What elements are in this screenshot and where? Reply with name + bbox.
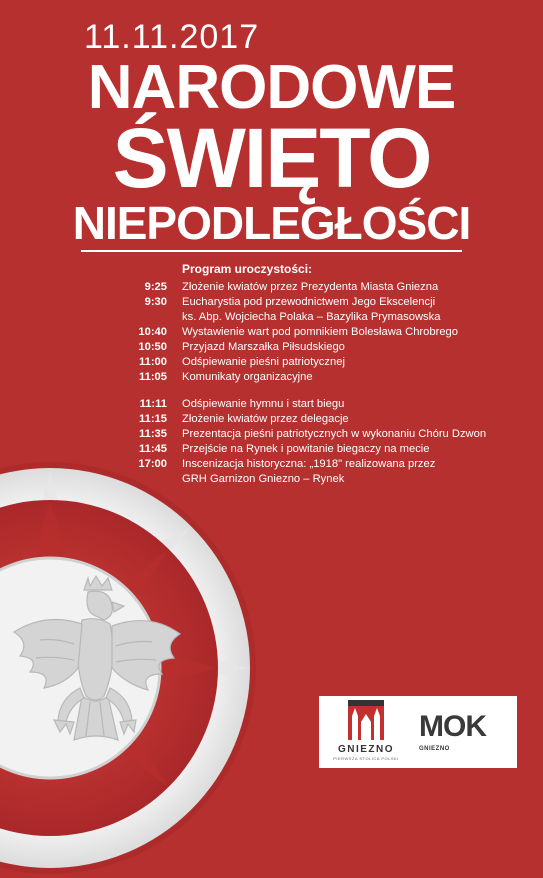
title-line-1: NARODOWE bbox=[87, 53, 456, 122]
schedule-text: Odśpiewanie hymnu i start biegu bbox=[182, 398, 345, 410]
schedule-row bbox=[0, 442, 543, 457]
schedule-time: 17:00 bbox=[138, 458, 167, 470]
schedule-text: Inscenizacja historyczna: „1918" realizowana przez bbox=[182, 458, 436, 470]
schedule-row bbox=[0, 310, 543, 325]
schedule-row bbox=[0, 427, 543, 442]
schedule-time: 9:30 bbox=[144, 296, 167, 308]
schedule-time: 10:50 bbox=[138, 341, 167, 353]
schedule-text: Przejście na Rynek i powitanie biegaczy na mecie bbox=[182, 443, 430, 455]
white-eagle-icon bbox=[0, 572, 190, 768]
schedule-row bbox=[0, 325, 543, 340]
schedule-time: 11:11 bbox=[139, 398, 167, 410]
schedule-text: Eucharystia pod przewodnictwem Jego Ekscelencji bbox=[182, 296, 436, 308]
schedule-text: ks. Abp. Wojciecha Polaka – Bazylika Prymasowska bbox=[182, 311, 441, 323]
mok-city: GNIEZNO bbox=[419, 746, 450, 752]
sponsor-logo-panel bbox=[319, 696, 517, 768]
gniezno-crest-icon bbox=[348, 700, 384, 740]
title-line-3: NIEPODLEGŁOŚCI bbox=[72, 197, 471, 249]
mok-logo bbox=[419, 704, 509, 762]
schedule-text: Komunikaty organizacyjne bbox=[182, 371, 313, 383]
schedule-text: Prezentacja pieśni patriotycznych w wykonaniu Chóru Dzwon bbox=[182, 428, 487, 440]
schedule-time: 10:40 bbox=[138, 326, 167, 338]
event-date: 11.11.2017 bbox=[84, 18, 260, 56]
schedule-row bbox=[0, 397, 543, 412]
schedule-row bbox=[0, 280, 543, 295]
gniezno-logo bbox=[331, 700, 401, 764]
gniezno-tagline: PIERWSZA STOLICA POLSKI bbox=[333, 756, 399, 761]
schedule-row bbox=[0, 370, 543, 385]
schedule-text: Złożenie kwiatów przez Prezydenta Miasta Gniezna bbox=[182, 281, 439, 293]
schedule-time: 11:00 bbox=[139, 356, 167, 368]
schedule-text: GRH Garnizon Gniezno – Rynek bbox=[182, 473, 345, 485]
schedule-time: 11:45 bbox=[139, 443, 167, 455]
schedule-row bbox=[0, 355, 543, 370]
schedule-row bbox=[0, 340, 543, 355]
schedule-row bbox=[0, 295, 543, 310]
schedule-time: 11:05 bbox=[139, 371, 167, 383]
schedule-time: 9:25 bbox=[144, 281, 167, 293]
mok-name: MOK bbox=[419, 710, 486, 743]
schedule-time: 11:35 bbox=[139, 428, 167, 440]
title-divider bbox=[81, 250, 462, 252]
schedule-text: Przyjazd Marszałka Piłsudskiego bbox=[182, 341, 345, 353]
gniezno-name: GNIEZNO bbox=[337, 744, 395, 755]
schedule-row bbox=[0, 412, 543, 427]
schedule-text: Złożenie kwiatów przez delegacje bbox=[182, 413, 349, 425]
schedule-time: 11:15 bbox=[139, 413, 167, 425]
schedule-text: Odśpiewanie pieśni patriotycznej bbox=[182, 356, 345, 368]
schedule-text: Wystawienie wart pod pomnikiem Bolesława Chrobrego bbox=[182, 326, 458, 338]
title-line-2: ŚWIĘTO bbox=[112, 111, 431, 205]
program-header: Program uroczystości: bbox=[182, 262, 313, 276]
